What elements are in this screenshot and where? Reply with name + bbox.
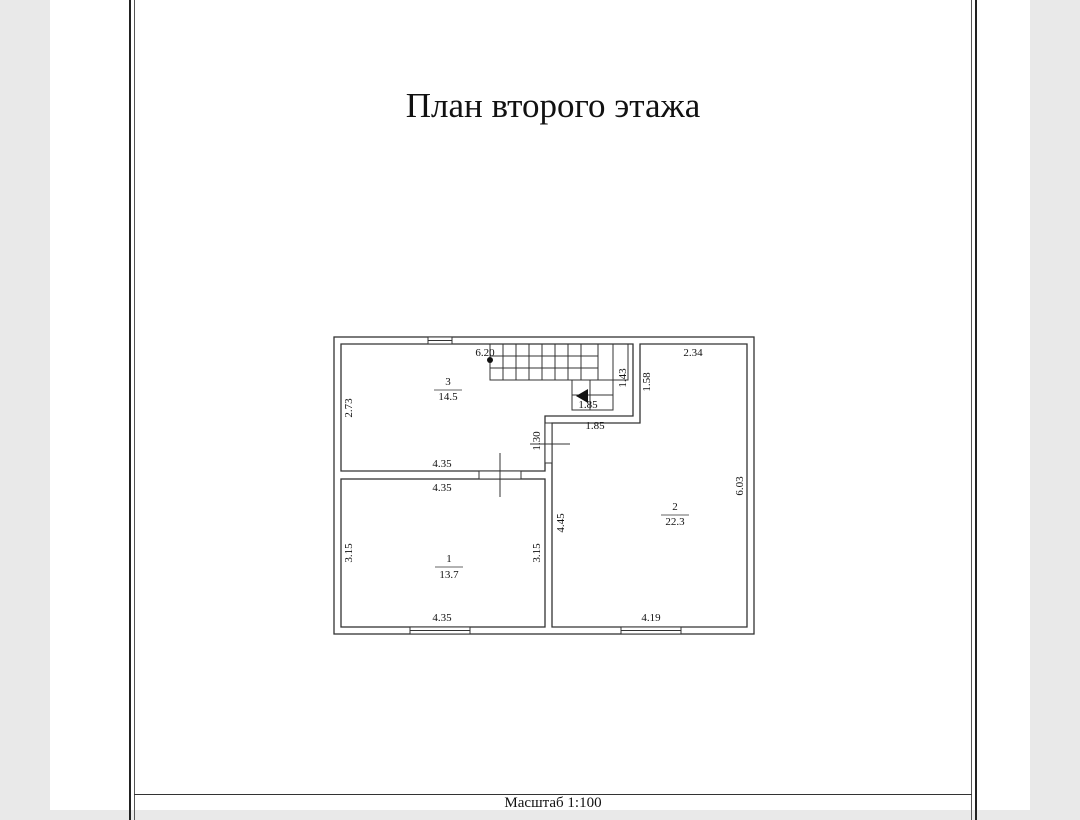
dim-corridor-height: 1.30 xyxy=(531,431,543,451)
page-title: План второго этажа xyxy=(405,86,701,125)
room-3-area: 14.5 xyxy=(438,391,458,403)
dim-room3-left: 2.73 xyxy=(343,398,355,418)
staircase xyxy=(490,344,628,410)
dim-room3-bottom: 4.35 xyxy=(432,458,452,470)
dim-room2-left: 4.45 xyxy=(555,513,567,533)
dim-room1-bottom: 4.35 xyxy=(432,612,452,624)
room-1-number: 1 xyxy=(446,553,452,565)
dim-room1-right: 3.15 xyxy=(531,543,543,563)
room-2-area: 22.3 xyxy=(665,516,685,528)
doors xyxy=(479,423,570,497)
dim-right-stair-wall: 1.58 xyxy=(641,372,653,392)
dim-room1-top: 4.35 xyxy=(432,482,452,494)
dim-room1-left: 3.15 xyxy=(343,543,355,563)
room-1-outline xyxy=(341,479,545,627)
door-room-2 xyxy=(545,423,552,463)
dim-room2-top: 2.34 xyxy=(683,347,703,359)
dim-room2-bottom: 4.19 xyxy=(641,612,661,624)
outer-wall xyxy=(334,337,754,634)
dim-stair-height: 1.43 xyxy=(617,368,629,388)
dim-stair-inner: 1.85 xyxy=(578,399,598,411)
room-1-area: 13.7 xyxy=(439,569,459,581)
dim-corridor-width: 1.85 xyxy=(585,420,605,432)
room-2-number: 2 xyxy=(672,501,678,513)
dim-stair-top: 6.20 xyxy=(475,347,495,359)
dim-room2-right: 6.03 xyxy=(734,476,746,496)
scale-label: Масштаб 1:100 xyxy=(504,795,602,811)
room-3-number: 3 xyxy=(445,376,451,388)
